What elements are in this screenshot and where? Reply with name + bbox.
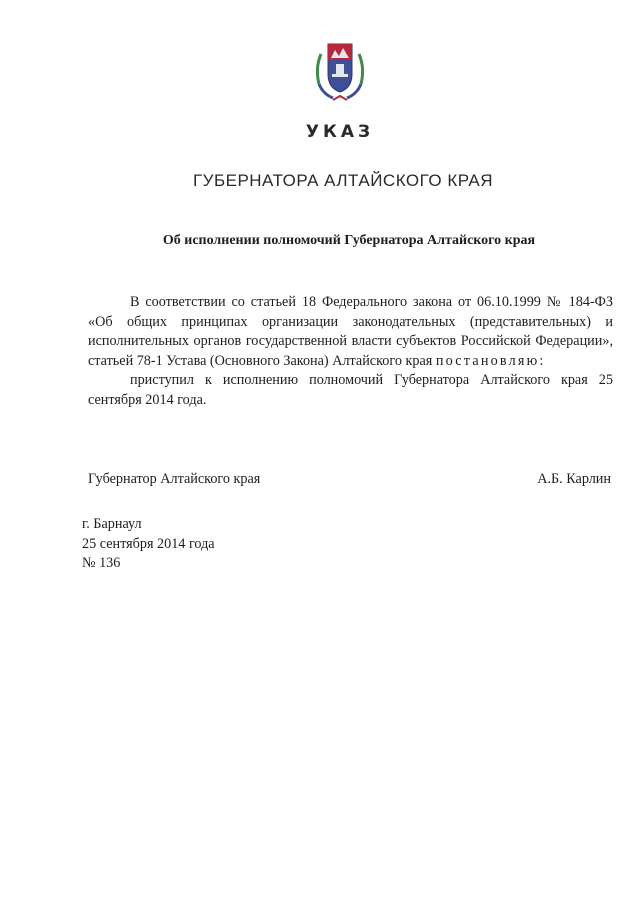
signatory-name: А.Б. Карлин: [537, 471, 611, 487]
preamble-paragraph: [88, 293, 613, 371]
document-title: УКАЗ: [305, 122, 375, 142]
decree-word: постановляю:: [435, 352, 546, 369]
document-number: № 136: [82, 555, 121, 571]
signatory-position: Губернатор Алтайского края: [88, 471, 261, 487]
altai-krai-coat-of-arms-icon: [311, 38, 369, 104]
document-footer: [82, 515, 215, 574]
decree-body: [88, 293, 613, 410]
place-of-issue: г. Барнаул: [82, 516, 142, 532]
decree-heading: Об исполнении полномочий Губернатора Алтайского края: [162, 233, 536, 248]
preamble-text: В соответствии со статьей 18 Федерального закона от 06.10.1999 № 184-ФЗ «Об общих принципах организации законодательных (представительных) и исполнительных органов государственной власти субъектов Российской Федерации», статьей 78-1 Устава (Основного Закона) Алтайского края: [88, 294, 613, 369]
issuer-title: ГУБЕРНАТОРА АЛТАЙСКОГО КРАЯ: [192, 171, 494, 190]
decision-paragraph: приступил к исполнению полномочий Губернатора Алтайского края 25 сентября 2014 года.: [88, 372, 613, 408]
date-of-issue: 25 сентября 2014 года: [82, 535, 215, 552]
